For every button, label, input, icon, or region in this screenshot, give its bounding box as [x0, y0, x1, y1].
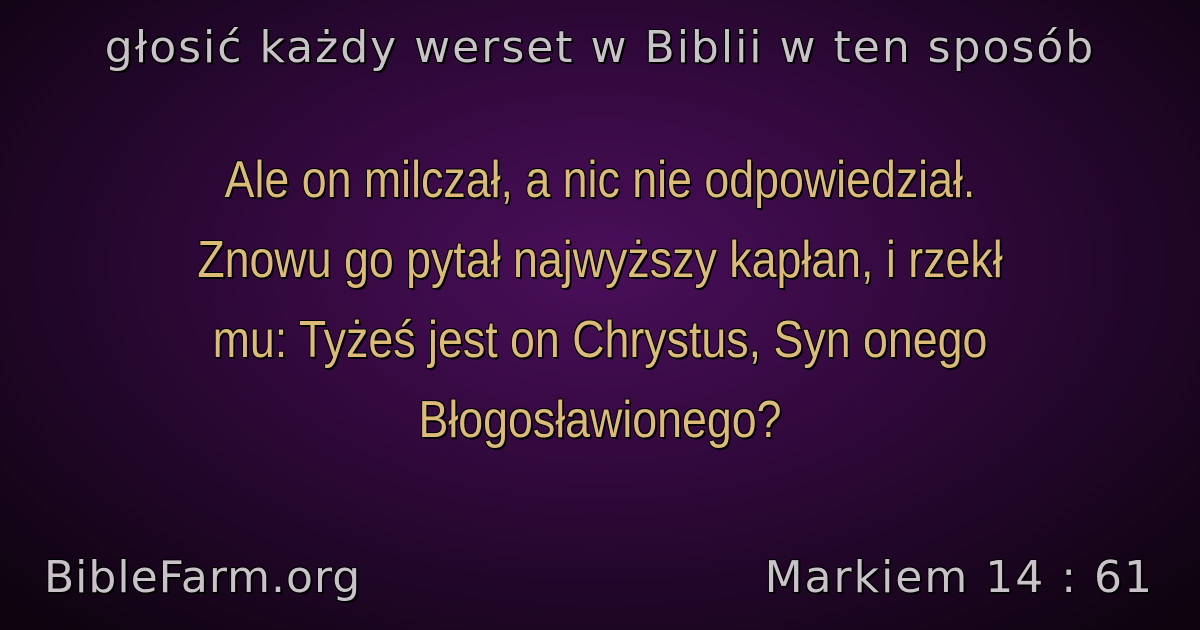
header-title: głosić każdy werset w Biblii w ten sposób [104, 22, 1096, 73]
verse-reference: Markiem 14 : 61 [764, 552, 1154, 603]
verse-line-1: Ale on milczał, a nic nie odpowiedział. [224, 151, 976, 209]
verse-line-3: mu: Tyżeś jest on Chrystus, Syn onego [212, 311, 988, 369]
verse-line-4: Błogosławionego? [418, 391, 782, 449]
verse-line-2: Znowu go pytał najwyższy kapłan, i rzekł [197, 231, 1003, 289]
verse-text [136, 140, 1065, 460]
site-name: BibleFarm.org [44, 552, 362, 603]
